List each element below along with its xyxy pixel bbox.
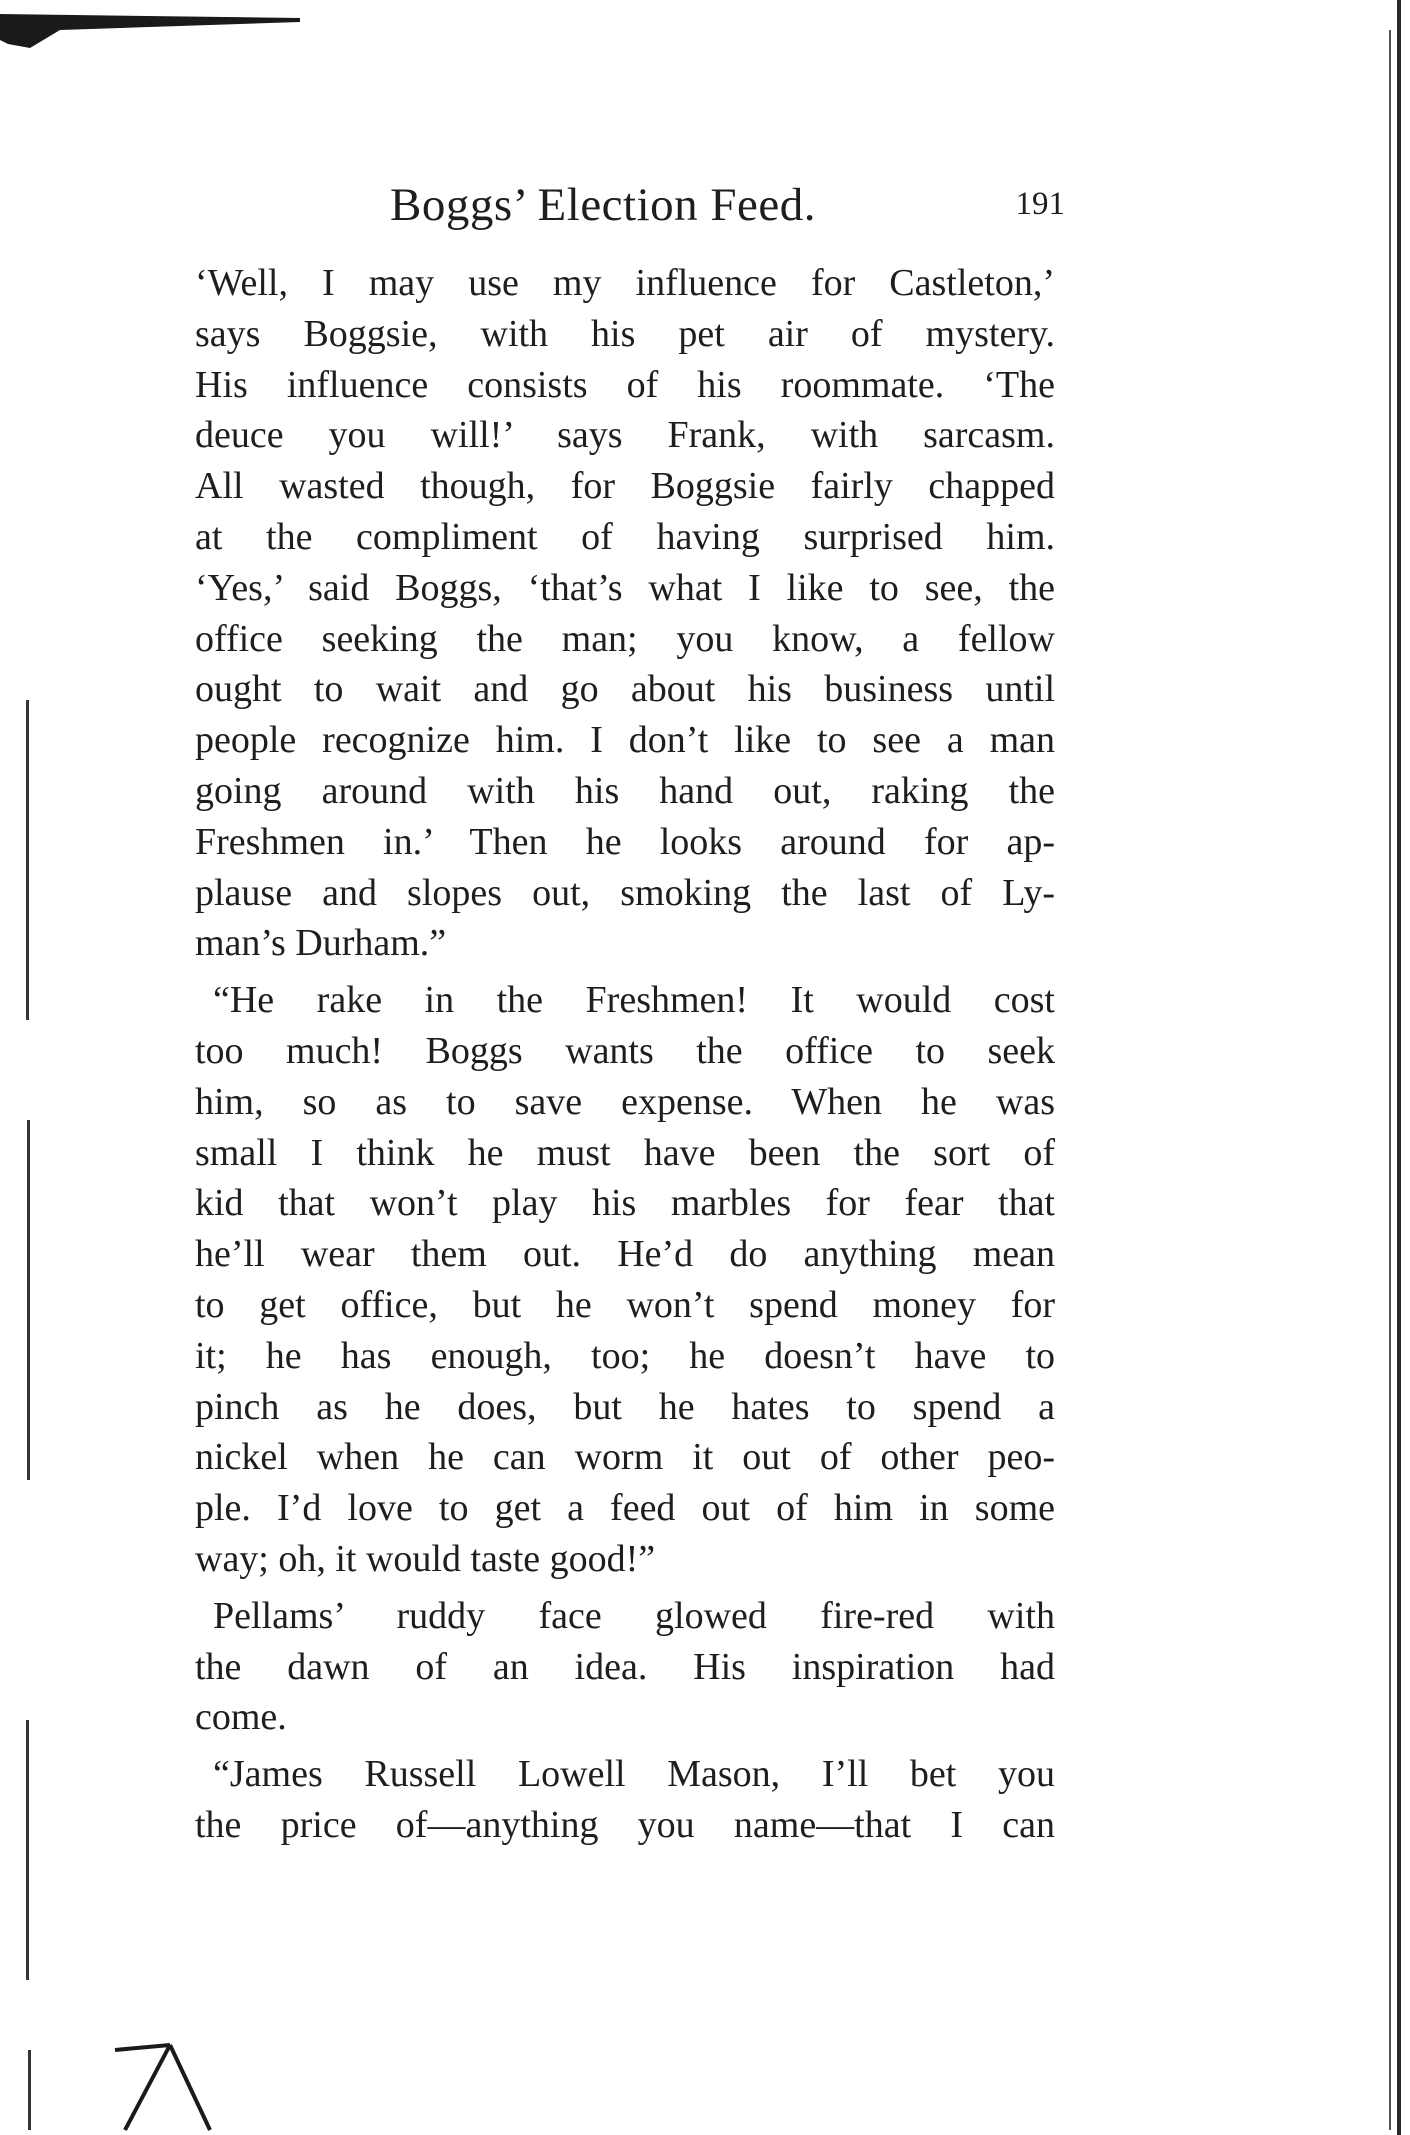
paragraph	[195, 258, 1055, 969]
text-line: at the compliment of having surprised him.	[195, 515, 1055, 558]
text-line: ple. I’d love to get a feed out of him in some	[195, 1487, 1055, 1530]
text-line: the price of—anything you name—that I can	[195, 1803, 1055, 1846]
text-line: come.	[195, 1696, 287, 1739]
text-line: Pellams’ ruddy face glowed fire-red with	[213, 1594, 1055, 1637]
text-line: ‘Yes,’ said Boggs, ‘that’s what I like to see, the	[195, 566, 1055, 609]
text-line: him, so as to save expense. When he was	[195, 1080, 1055, 1123]
text-line: he’ll wear them out. He’d do anything mean	[195, 1233, 1055, 1276]
text-line: ‘Well, I may use my influence for Castleton,’	[195, 262, 1055, 304]
text-line: way; oh, it would taste good!”	[195, 1537, 656, 1580]
text-line: to get office, but he won’t spend money for	[195, 1283, 1055, 1326]
left-margin-mark	[28, 2050, 31, 2130]
scan-corner-mark-icon	[0, 0, 310, 60]
text-line: says Boggsie, with his pet air of mystery.	[195, 312, 1055, 355]
text-line: pinch as he does, but he hates to spend a	[195, 1385, 1055, 1428]
text-line: deuce you will!’ says Frank, with sarcasm.	[195, 414, 1055, 457]
text-line: “He rake in the Freshmen! It would cost	[213, 979, 1055, 1022]
text-line: All wasted though, for Boggsie fairly chapped	[195, 465, 1055, 508]
paragraph	[195, 1591, 1055, 1743]
running-header	[390, 178, 1065, 238]
text-line: nickel when he can worm it out of other peo-	[195, 1436, 1055, 1479]
text-line: His influence consists of his roommate. ‘The	[195, 363, 1055, 406]
text-line: too much! Boggs wants the office to seek	[195, 1029, 1055, 1072]
page-edge-line	[1397, 0, 1401, 2135]
body-text	[195, 258, 1055, 1851]
text-line: small I think he must have been the sort of	[195, 1131, 1055, 1174]
text-line: it; he has enough, too; he doesn’t have to	[195, 1334, 1055, 1377]
paragraph	[195, 975, 1055, 1585]
scan-stroke-mark-icon	[110, 2040, 220, 2135]
left-margin-mark	[27, 1120, 30, 1480]
page-number: 191	[1015, 186, 1065, 222]
text-line: “James Russell Lowell Mason, I’ll bet you	[213, 1753, 1055, 1796]
paragraph	[195, 1749, 1055, 1851]
left-margin-mark	[26, 700, 29, 1020]
text-line: plause and slopes out, smoking the last of Ly-	[195, 871, 1055, 914]
text-line: ought to wait and go about his business until	[195, 668, 1055, 711]
running-title: Boggs’ Election Feed.	[390, 179, 817, 231]
text-line: going around with his hand out, raking the	[195, 769, 1055, 812]
left-margin-mark	[26, 1720, 29, 1980]
text-line: people recognize him. I don’t like to see a man	[195, 719, 1055, 762]
text-line: kid that won’t play his marbles for fear that	[195, 1182, 1055, 1225]
text-line: office seeking the man; you know, a fellow	[195, 617, 1055, 660]
text-line: man’s Durham.”	[195, 922, 447, 965]
text-line: Freshmen in.’ Then he looks around for ap-	[195, 820, 1055, 863]
text-line: the dawn of an idea. His inspiration had	[195, 1645, 1055, 1688]
page-edge-line-inner	[1389, 30, 1391, 2130]
